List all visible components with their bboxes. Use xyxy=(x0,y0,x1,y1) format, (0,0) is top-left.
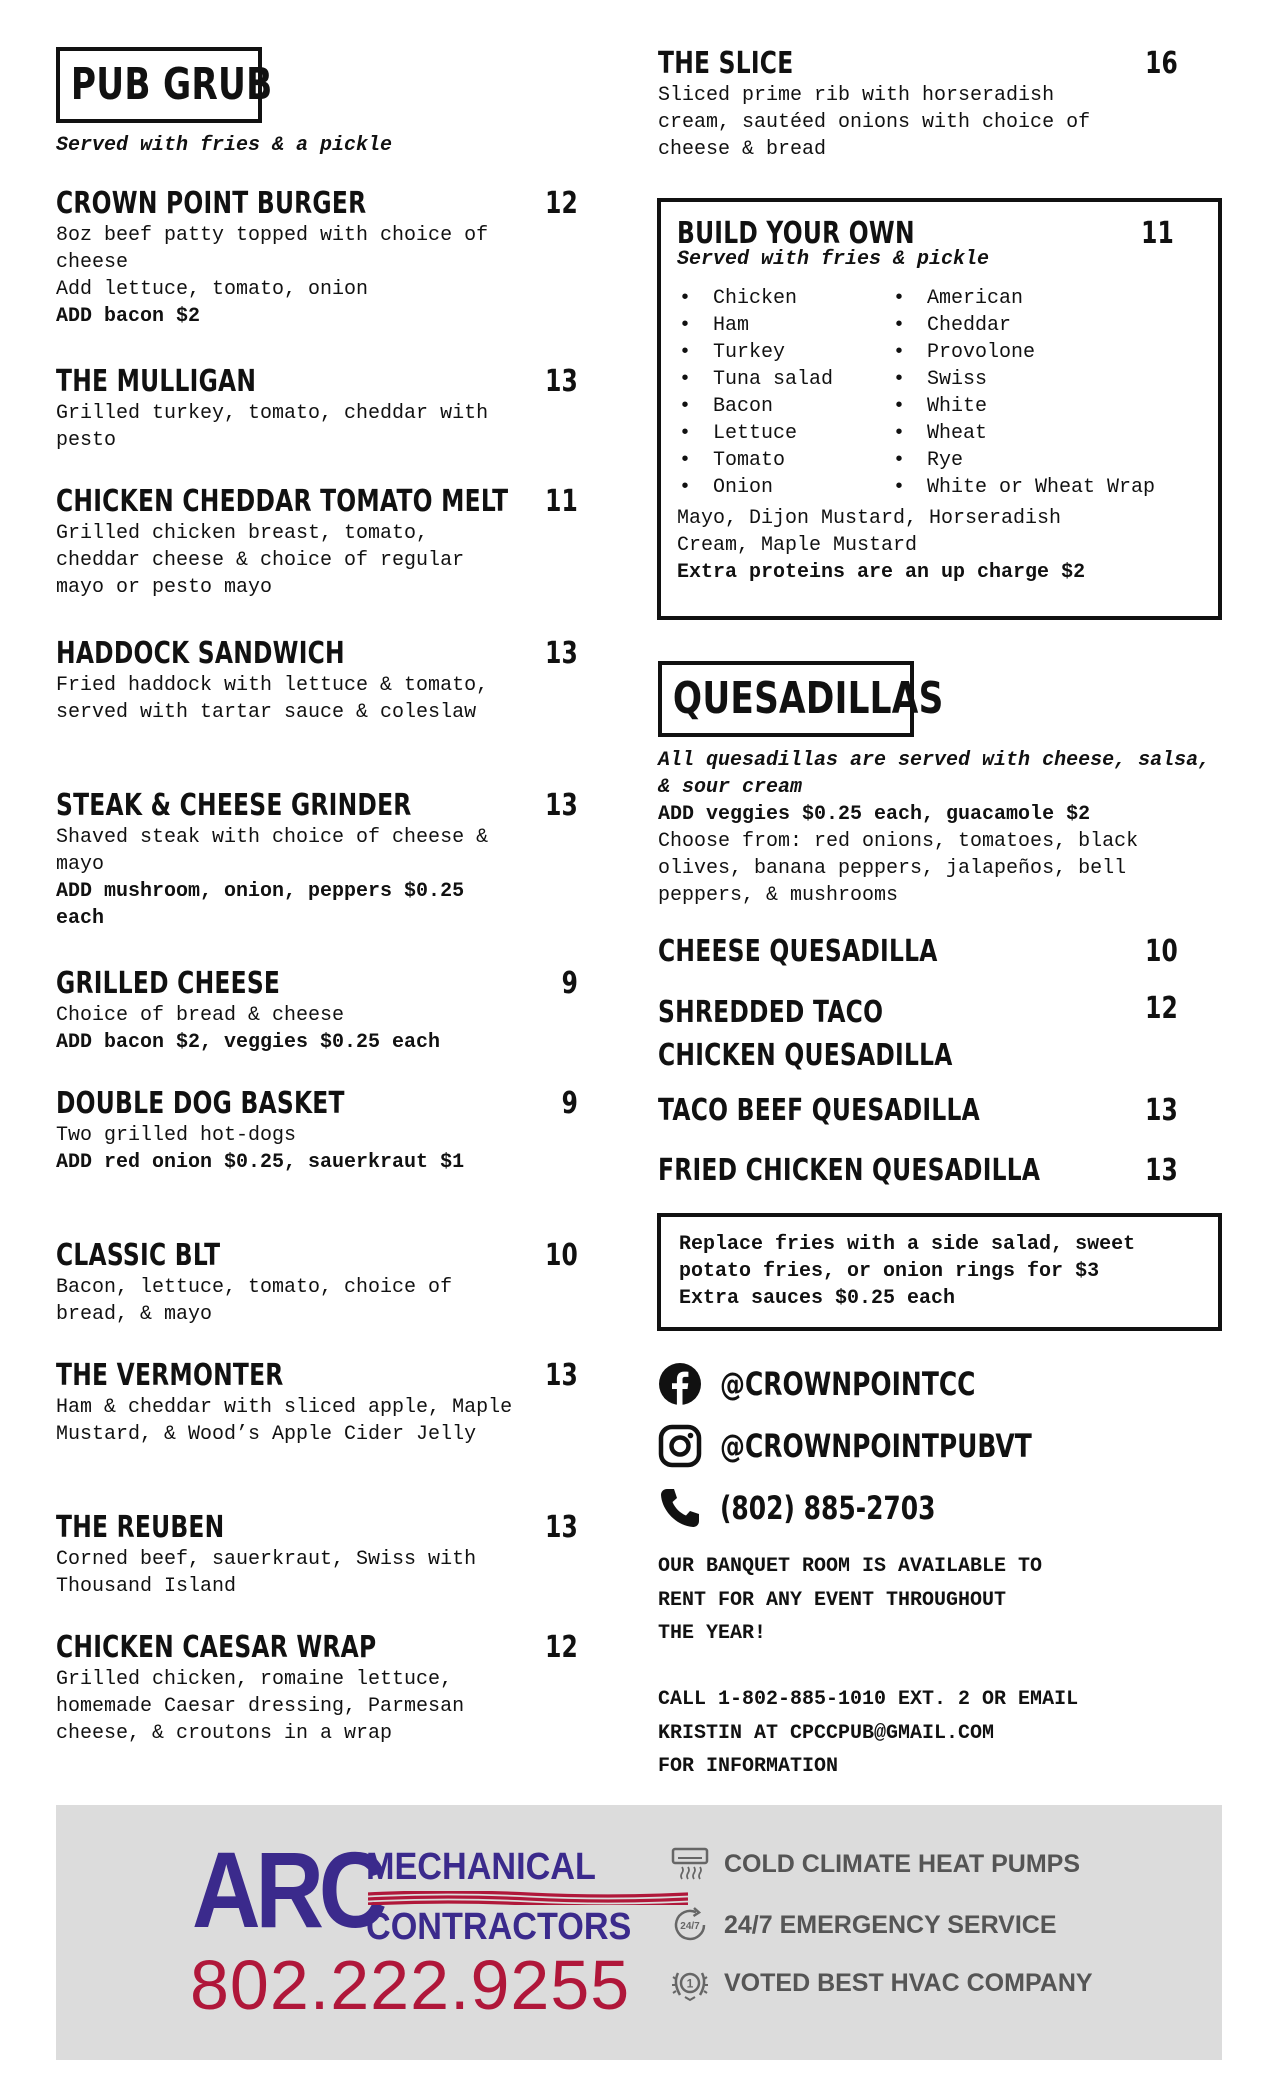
protein-option: • Bacon xyxy=(677,393,891,420)
menu-item xyxy=(56,1358,576,1510)
build-your-own-header xyxy=(677,216,1202,252)
menu-item xyxy=(56,1238,576,1358)
feature-label: COLD CLIMATE HEAT PUMPS xyxy=(724,1849,1081,1878)
arc-logo-word: ARC xyxy=(192,1829,383,1950)
menu-item-description: Two grilled hot-dogs xyxy=(56,1124,297,1147)
feature-label: VOTED BEST HVAC COMPANY xyxy=(724,1968,1093,1997)
menu-item-name: THE REUBEN xyxy=(56,1510,225,1545)
menu-item-price: 9 xyxy=(561,1086,578,1121)
quesadillas-choose: Choose from: red onions, tomatoes, black olives, banana peppers, jalapeños, bell peppers, & mushrooms xyxy=(658,830,1151,907)
extra-protein-note: Extra proteins are an up charge $2 xyxy=(677,561,1086,584)
instagram-row[interactable] xyxy=(658,1424,1120,1468)
menu-item xyxy=(56,1630,576,1780)
menu-item-price: 9 xyxy=(561,966,578,1001)
menu-item xyxy=(56,636,576,788)
quesadillas-title: QUESADILLAS xyxy=(672,673,944,724)
sides-note: Replace fries with a side salad, sweet potato fries, or onion rings for $3 Extra sauces $0.25 each xyxy=(679,1233,1136,1310)
menu-item-name: HADDOCK SANDWICH xyxy=(56,636,345,671)
the-slice-item xyxy=(658,46,1178,163)
menu-item xyxy=(56,1086,576,1238)
phone-icon xyxy=(658,1486,702,1530)
arc-logo-mechanical: MECHANICAL xyxy=(366,1846,596,1888)
feature-best-hvac xyxy=(670,1963,1093,2003)
menu-item-name: THE MULLIGAN xyxy=(56,364,257,399)
build-your-own-subtitle: Served with fries & pickle xyxy=(677,248,990,271)
instagram-handle: @CROWNPOINTPUBVT xyxy=(720,1427,1032,1465)
instagram-icon xyxy=(658,1424,702,1468)
facebook-row[interactable] xyxy=(658,1362,1048,1406)
cheese-bread-option: • Cheddar xyxy=(891,312,1155,339)
cheese-bread-option: • White xyxy=(891,393,1155,420)
menu-item-description: Fried haddock with lettuce & tomato, served with tartar sauce & coleslaw xyxy=(56,674,501,724)
sides-note-box xyxy=(657,1213,1222,1331)
pub-phone-number: (802) 885-2703 xyxy=(720,1489,936,1527)
menu-item-price: 13 xyxy=(545,788,578,823)
quesadilla-item-name: SHREDDED TACO CHICKEN QUESADILLA xyxy=(658,995,953,1073)
menu-item xyxy=(56,484,576,636)
build-your-own-box xyxy=(657,198,1222,620)
menu-item-addon: ADD bacon $2, veggies $0.25 each xyxy=(56,1031,441,1054)
menu-item-price: 13 xyxy=(545,1358,578,1393)
protein-option: • Onion xyxy=(677,474,891,501)
menu-item-price: 10 xyxy=(545,1238,578,1273)
the-slice-name: THE SLICE xyxy=(658,46,794,81)
protein-option: • Ham xyxy=(677,312,891,339)
quesadilla-item-price: 10 xyxy=(1145,934,1178,969)
pub-grub-title-box xyxy=(56,47,273,123)
menu-item-description: Choice of bread & cheese xyxy=(56,1004,345,1027)
menu-item xyxy=(56,186,576,364)
menu-item-price: 13 xyxy=(545,636,578,671)
arc-logo-contractors: CONTRACTORS xyxy=(366,1906,632,1948)
menu-item xyxy=(56,966,576,1086)
menu-item-description: Add lettuce, tomato, onion xyxy=(56,278,369,301)
build-your-own-name: BUILD YOUR OWN xyxy=(677,216,915,251)
banquet-info: OUR BANQUET ROOM IS AVAILABLE TO RENT FOR ANY EVENT THROUGHOUT THE YEAR! xyxy=(658,1555,1043,1645)
arc-advertisement xyxy=(56,1805,1222,2060)
menu-item-description: Grilled turkey, tomato, cheddar with pesto xyxy=(56,402,501,452)
menu-item-name: DOUBLE DOG BASKET xyxy=(56,1086,345,1121)
svg-text:1: 1 xyxy=(686,1976,694,1991)
quesadilla-item-price: 13 xyxy=(1145,1093,1178,1128)
menu-item xyxy=(56,1510,576,1630)
quesadilla-item-name: FRIED CHICKEN QUESADILLA xyxy=(658,1153,1041,1188)
menu-item-description: Corned beef, sauerkraut, Swiss with Thousand Island xyxy=(56,1548,489,1598)
flag-stripe-graphic xyxy=(368,1891,688,1905)
protein-list xyxy=(677,285,891,501)
cheese-bread-option: • Wheat xyxy=(891,420,1155,447)
feature-label: 24/7 EMERGENCY SERVICE xyxy=(724,1910,1057,1939)
build-your-own-options xyxy=(677,285,1202,501)
quesadillas-info xyxy=(658,747,1228,909)
feature-heat-pumps xyxy=(670,1847,1080,1881)
protein-option: • Turkey xyxy=(677,339,891,366)
menu-item xyxy=(56,364,576,484)
quesadilla-item xyxy=(658,934,1178,994)
menu-item-description: Grilled chicken, romaine lettuce, homemade Caesar dressing, Parmesan cheese, & croutons in a wrap xyxy=(56,1668,477,1745)
quesadilla-item-name: CHEESE QUESADILLA xyxy=(658,934,938,969)
menu-item-name: CHICKEN CAESAR WRAP xyxy=(56,1630,377,1665)
quesadilla-item-price: 13 xyxy=(1145,1153,1178,1188)
menu-item-name: STEAK & CHEESE GRINDER xyxy=(56,788,412,823)
menu-item-name: CHICKEN CHEDDAR TOMATO MELT xyxy=(56,484,509,519)
build-your-own-price: 11 xyxy=(1141,216,1174,251)
menu-item-name: CLASSIC BLT xyxy=(56,1238,221,1273)
facebook-icon xyxy=(658,1362,702,1406)
phone-row[interactable] xyxy=(658,1486,996,1530)
menu-item-name: THE VERMONTER xyxy=(56,1358,284,1393)
menu-item-price: 12 xyxy=(545,1630,578,1665)
sauce-options: Mayo, Dijon Mustard, Horseradish Cream, Maple Mustard xyxy=(677,507,1074,557)
protein-option: • Chicken xyxy=(677,285,891,312)
menu-item-description: Bacon, lettuce, tomato, choice of bread, & mayo xyxy=(56,1276,465,1326)
menu-item-price: 12 xyxy=(545,186,578,221)
quesadillas-add-line: ADD veggies $0.25 each, guacamole $2 xyxy=(658,803,1091,826)
arc-phone-number: 802.222.9255 xyxy=(190,1946,631,2024)
menu-item-price: 11 xyxy=(545,484,578,519)
menu-item-description: Shaved steak with choice of cheese & mayo xyxy=(56,826,501,876)
svg-text:24/7: 24/7 xyxy=(680,1921,700,1932)
quesadilla-item xyxy=(658,991,1178,1093)
menu-item-price: 13 xyxy=(545,1510,578,1545)
menu-item-description: Grilled chicken breast, tomato, cheddar cheese & choice of regular mayo or pesto mayo xyxy=(56,522,477,599)
cheese-bread-option: • American xyxy=(891,285,1155,312)
protein-option: • Tomato xyxy=(677,447,891,474)
pub-grub-item-list xyxy=(56,186,576,1780)
quesadilla-item xyxy=(658,1093,1178,1153)
heat-pump-icon xyxy=(670,1847,710,1881)
menu-item-addon: ADD mushroom, onion, peppers $0.25 each xyxy=(56,880,477,930)
quesadilla-item-price: 12 xyxy=(1145,991,1178,1026)
cheese-bread-option: • Provolone xyxy=(891,339,1155,366)
quesadilla-item xyxy=(658,1153,1178,1213)
cheese-bread-list xyxy=(891,285,1155,501)
menu-item-description: 8oz beef patty topped with choice of cheese xyxy=(56,224,501,274)
quesadillas-title-box xyxy=(658,661,944,737)
feature-emergency-service xyxy=(670,1905,1057,1945)
pub-grub-title: PUB GRUB xyxy=(70,59,273,110)
pub-grub-subtitle: Served with fries & a pickle xyxy=(56,134,393,157)
banquet-contact: CALL 1-802-885-1010 EXT. 2 OR EMAIL KRISTIN AT CPCCPUB@GMAIL.COM FOR INFORMATION xyxy=(658,1688,1079,1778)
protein-option: • Lettuce xyxy=(677,420,891,447)
menu-item-price: 13 xyxy=(545,364,578,399)
the-slice-price: 16 xyxy=(1145,46,1178,81)
clock-24-7-icon xyxy=(670,1905,710,1945)
menu-item-name: CROWN POINT BURGER xyxy=(56,186,367,221)
cheese-bread-option: • Rye xyxy=(891,447,1155,474)
quesadillas-subtitle: All quesadillas are served with cheese, salsa, & sour cream xyxy=(658,749,1223,799)
menu-item-name: GRILLED CHEESE xyxy=(56,966,281,1001)
the-slice-description: Sliced prime rib with horseradish cream, sautéed onions with choice of cheese & bread xyxy=(658,84,1103,161)
menu-item xyxy=(56,788,576,966)
quesadilla-item-list xyxy=(658,934,1178,1213)
protein-option: • Tuna salad xyxy=(677,366,891,393)
facebook-handle: @CROWNPOINTCC xyxy=(720,1365,976,1403)
award-icon xyxy=(670,1963,710,2003)
menu-item-addon: ADD red onion $0.25, sauerkraut $1 xyxy=(56,1151,465,1174)
cheese-bread-option: • White or Wheat Wrap xyxy=(891,474,1155,501)
menu-item-addon: ADD bacon $2 xyxy=(56,305,201,328)
quesadilla-item-name: TACO BEEF QUESADILLA xyxy=(658,1093,980,1128)
menu-item-description: Ham & cheddar with sliced apple, Maple Mustard, & Wood’s Apple Cider Jelly xyxy=(56,1396,525,1446)
cheese-bread-option: • Swiss xyxy=(891,366,1155,393)
